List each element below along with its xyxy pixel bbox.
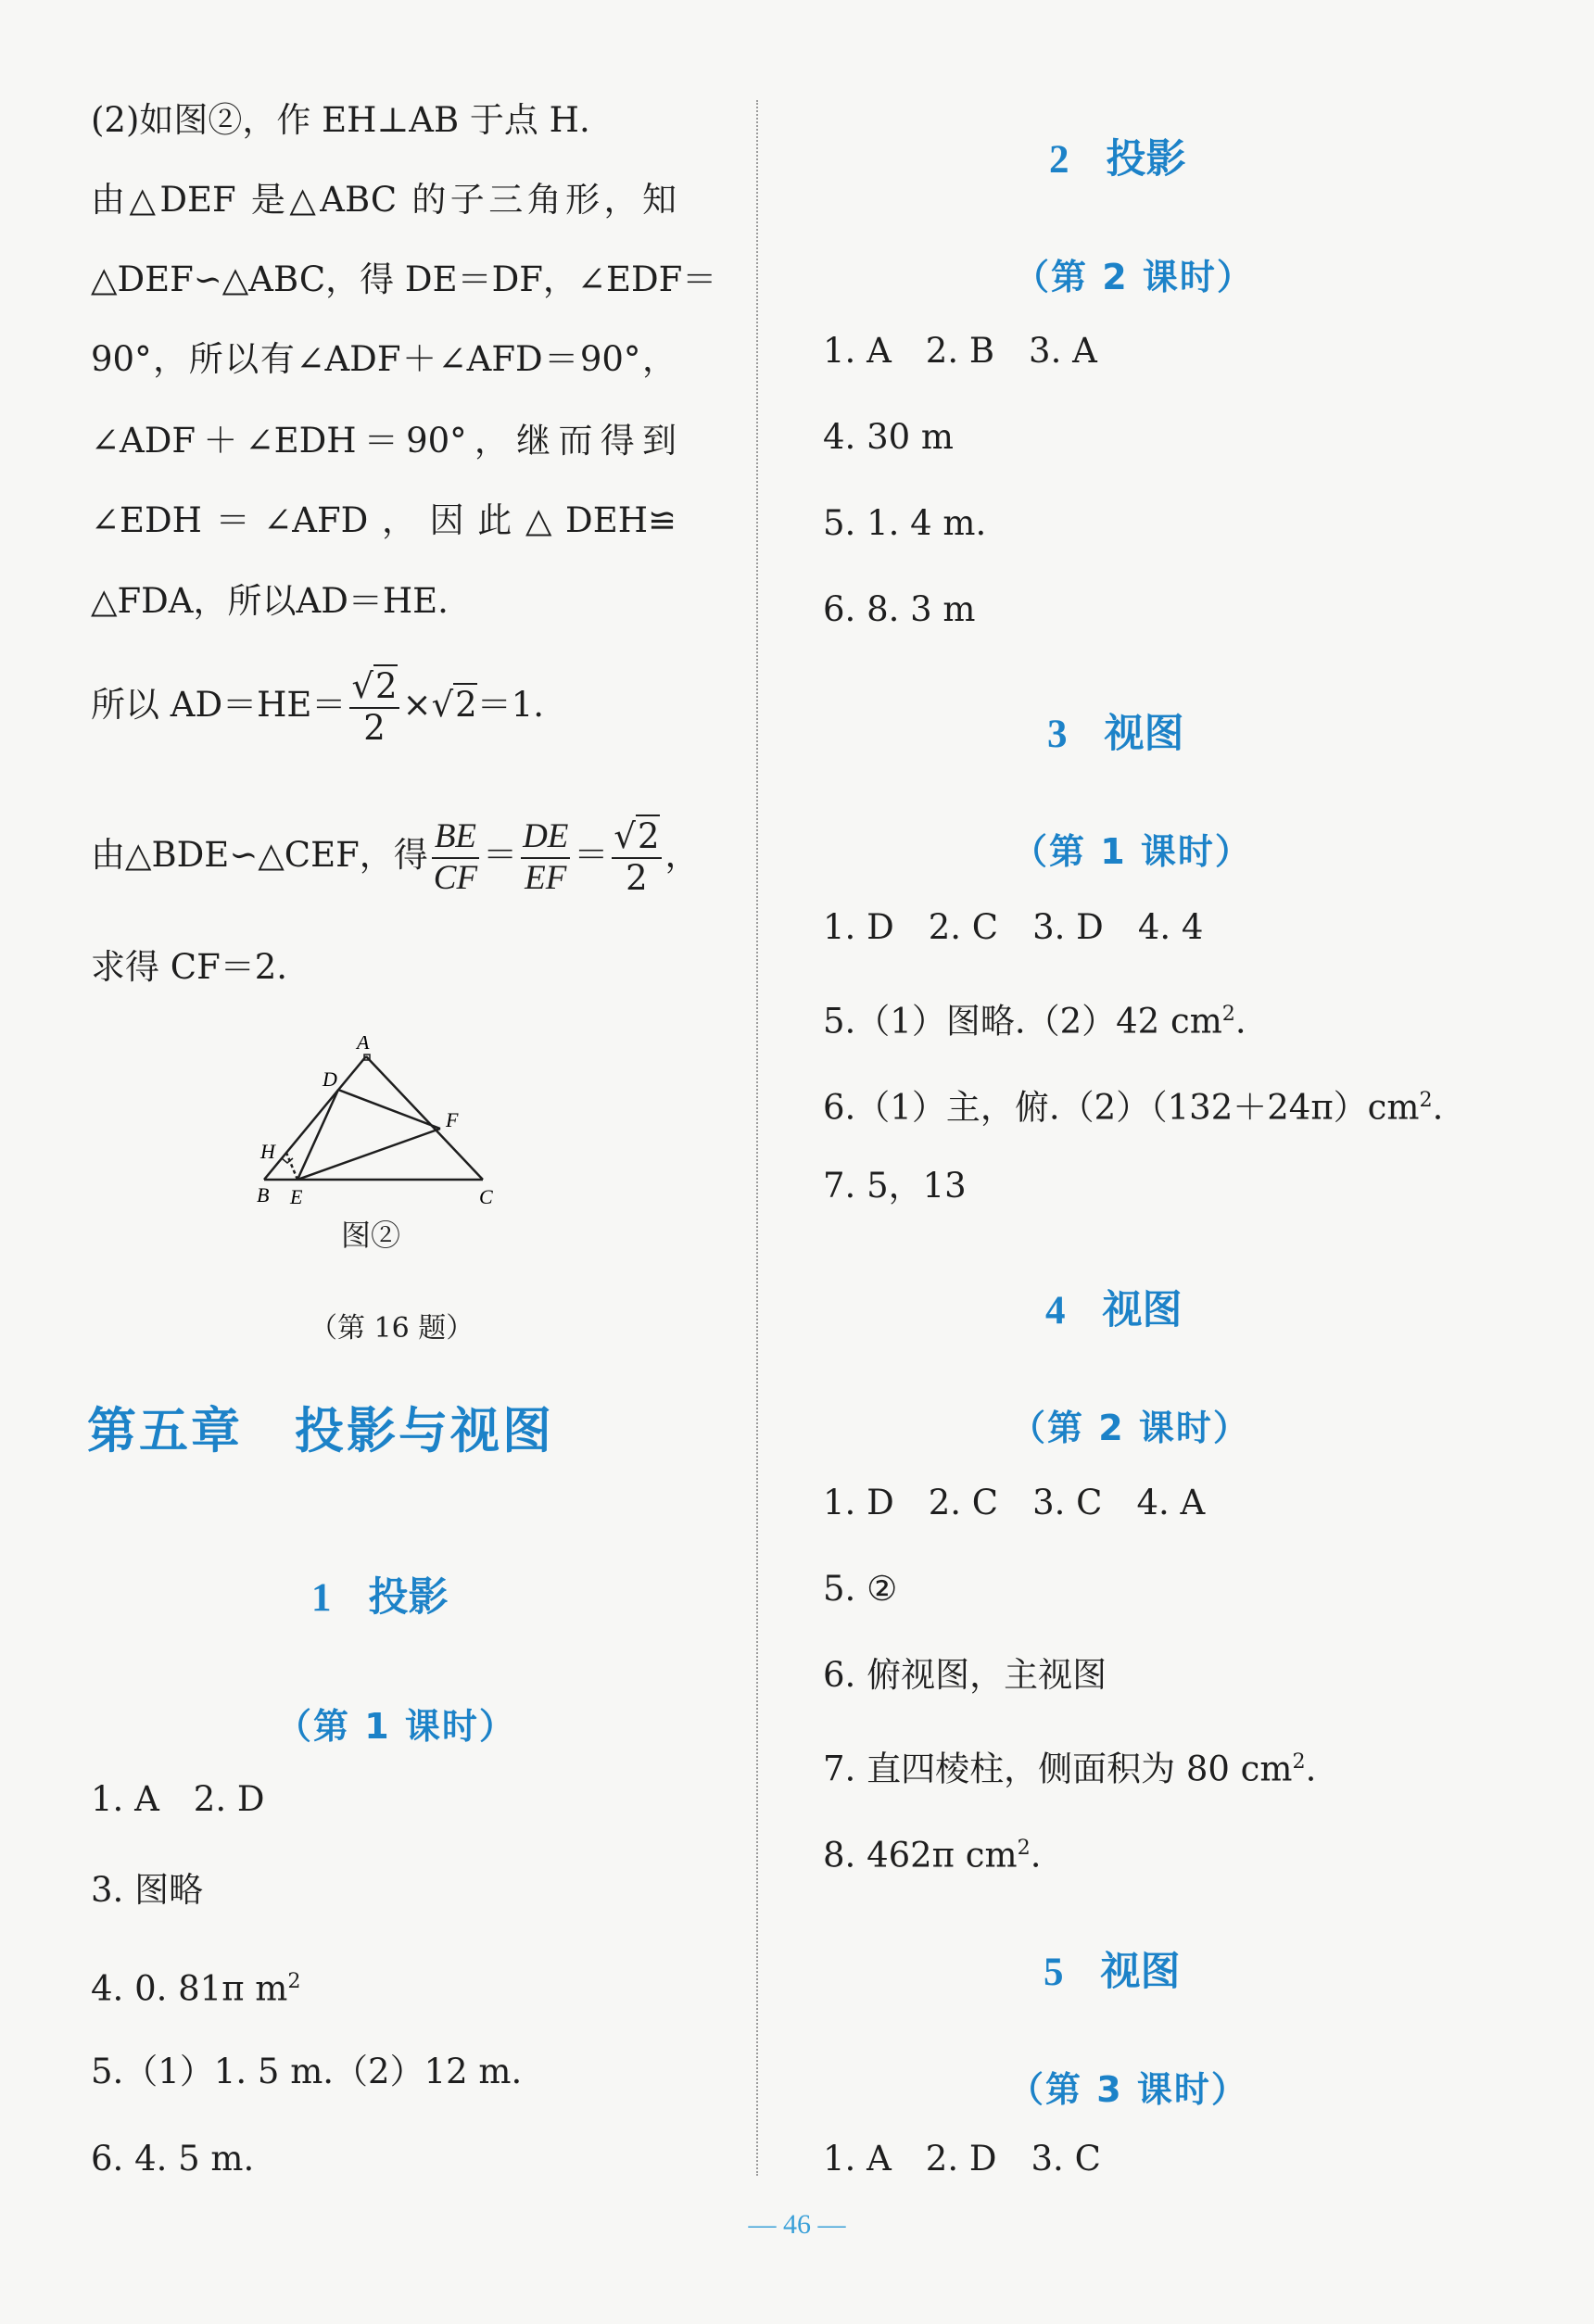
answer-line: 7. 5，13 <box>823 1166 967 1206</box>
figure-label: 图② <box>341 1218 401 1253</box>
answer-line: 1. D 2. C 3. C 4. A <box>823 1483 1206 1522</box>
triangle-figure <box>253 1036 605 1212</box>
problem-caption: （第 16 题） <box>310 1312 474 1345</box>
answer-line: 1. A 2. D <box>91 1779 265 1819</box>
answer-line: 6. 俯视图，主视图 <box>823 1655 1107 1695</box>
text-line: 由△DEF 是△ABC 的子三角形，知 <box>91 180 677 220</box>
section-heading: 4 视图 <box>1045 1287 1183 1333</box>
answer-line: 8. 462π $cm^2$. <box>823 1835 1042 1876</box>
fraction: $\frac{√2}{2}$ <box>351 666 398 748</box>
fraction: $\frac{DE}{EF}$ <box>523 817 569 897</box>
fraction: $\frac{√2}{2}$ <box>614 816 660 898</box>
point-label: A <box>357 1036 370 1054</box>
lesson-heading: （第 1 课时） <box>1012 831 1252 872</box>
ad-result: ＝1. <box>476 685 545 726</box>
answer-line: 1. A 2. B 3. A <box>823 331 1097 371</box>
point-label: C <box>479 1185 493 1208</box>
lesson-heading: （第 2 课时） <box>1014 257 1254 297</box>
page-number: — 46 — <box>748 2209 846 2240</box>
bde-equation: 由△BDE∽△CEF，得 $\frac{BE}{CF}$ ＝ $\frac{DE}{EF}$ ＝ $\frac{√2}{2}$ ， <box>91 816 700 898</box>
lesson-heading: （第 2 课时） <box>1010 1408 1250 1448</box>
section-heading: 1 投影 <box>311 1574 449 1621</box>
ad-prefix: 所以 AD＝HE＝ <box>91 685 347 726</box>
lesson-heading: （第 1 课时） <box>276 1706 516 1747</box>
answer-line: 5. 1. 4 m. <box>823 503 987 543</box>
text-line: ∠ADF＋∠EDH＝90°，继而得到 <box>91 421 677 461</box>
fraction: $\frac{BE}{CF}$ <box>433 817 478 897</box>
text-line: 求得 CF＝2. <box>91 947 288 987</box>
text-line: 90°，所以有∠ADF＋∠AFD＝90°， <box>91 339 677 379</box>
section-heading: 2 投影 <box>1049 136 1186 183</box>
section-heading: 5 视图 <box>1044 1949 1181 1995</box>
bde-prefix: 由△BDE∽△CEF，得 <box>91 835 428 876</box>
answer-line: 3. 图略 <box>91 1870 204 1910</box>
answer-line: 5.（1）1. 5 m.（2）12 m. <box>91 2052 523 2091</box>
point-label: B <box>257 1183 270 1206</box>
ad-equation: 所以 AD＝HE＝ $\frac{√2}{2}$ ×√2＝1. <box>91 666 545 748</box>
answer-line: 5.（1）图略.（2）42 $cm^2$. <box>823 1001 1246 1042</box>
text-line: ∠EDH＝∠AFD，因此△DEH≌ <box>91 500 677 540</box>
point-label: E <box>290 1185 303 1208</box>
chapter-title: 第五章 投影与视图 <box>87 1402 554 1459</box>
answer-line: 1. D 2. C 3. D 4. 4 <box>823 907 1204 947</box>
lesson-heading: （第 3 课时） <box>1008 2069 1248 2110</box>
text-line: △FDA，所以AD＝HE. <box>91 581 449 621</box>
sqrt-value: 2 <box>455 685 477 726</box>
text-line: (2)如图②，作 EH⊥AB 于点 H. <box>91 100 590 140</box>
point-label: H <box>260 1140 275 1163</box>
answer-line: 1. A 2. D 3. C <box>823 2139 1101 2179</box>
answer-line: 6. 4. 5 m. <box>91 2139 255 2179</box>
answer-line: 6.（1）主，俯$.(2)(132+24\pi)cm^2$. <box>823 1087 1444 1128</box>
answer-line: 6. 8. 3 m <box>823 589 976 629</box>
point-label: D <box>323 1067 337 1091</box>
answer-line: 4. 30 m <box>823 417 954 457</box>
section-heading: 3 视图 <box>1047 711 1184 757</box>
text-line: △DEF∽△ABC，得 DE＝DF，∠EDF＝ <box>91 259 717 299</box>
answer-line: 4. 0. 81π $m^2$ <box>91 1968 301 2009</box>
answer-line: 5. ② <box>823 1569 898 1609</box>
point-label: F <box>446 1108 459 1131</box>
column-divider <box>756 100 758 2176</box>
times-sign: × <box>402 685 432 726</box>
answer-line: 7. 直四棱柱，侧面积为 80 $cm^2$. <box>823 1749 1317 1789</box>
